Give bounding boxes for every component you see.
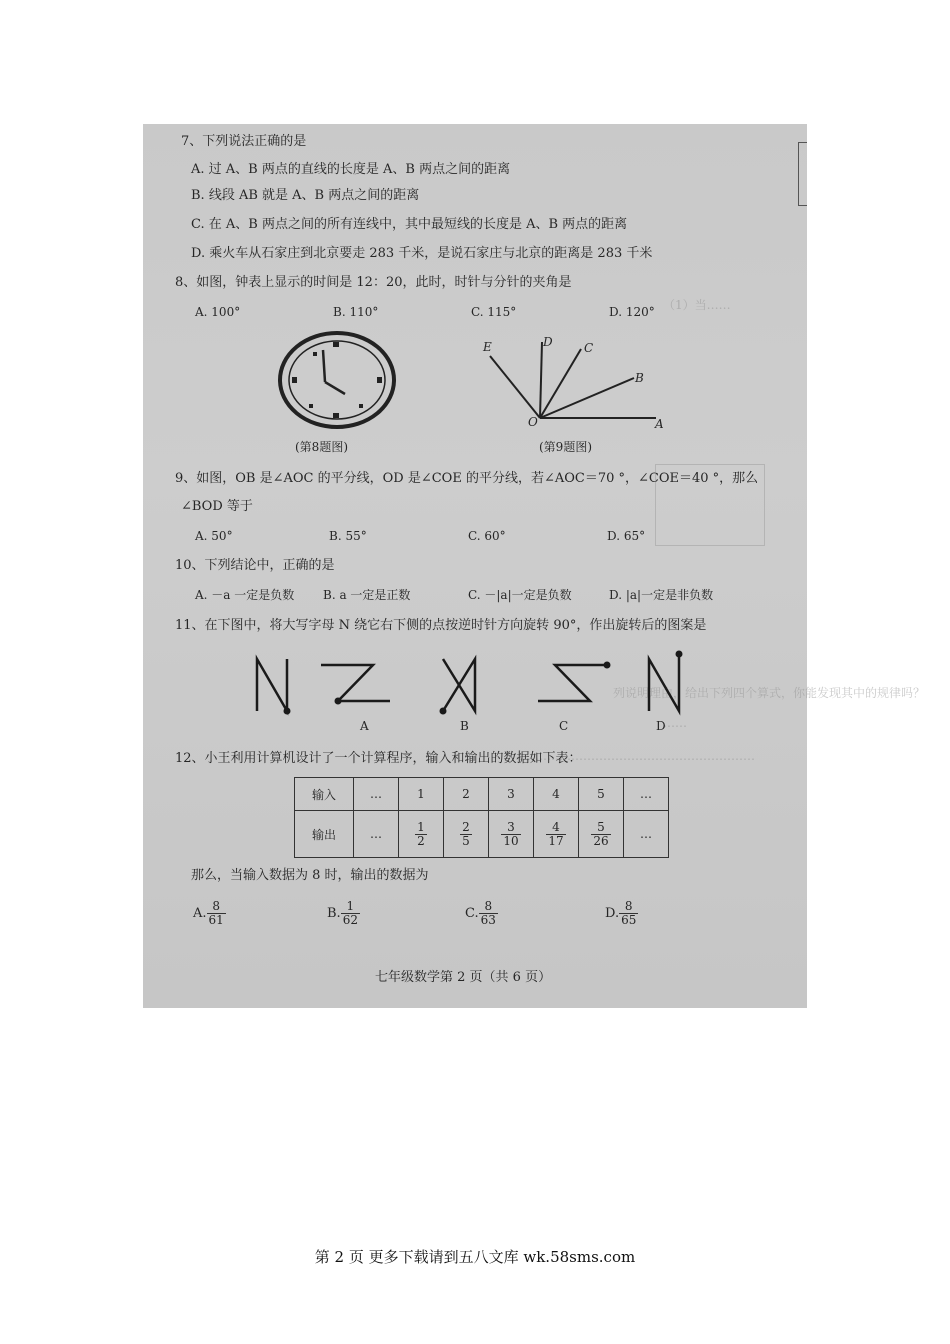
page-footer: 第 2 页 更多下载请到五八文库 wk.58sms.com xyxy=(314,1248,636,1266)
q12-option-c xyxy=(465,900,498,927)
q11-stem: 11、在下图中，将大写字母 N 绕它右下侧的点按逆时针方向旋转 90°，作出旋转后的图案是 xyxy=(175,618,707,633)
q10-option-c: C. －|a|一定是负数 xyxy=(468,588,572,602)
q11-label-a: A xyxy=(360,719,369,733)
fraction-denominator: 62 xyxy=(342,913,358,927)
bleedthrough-box xyxy=(655,464,765,546)
q10-stem: 10、下列结论中，正确的是 xyxy=(175,558,335,573)
q12-question: 那么，当输入数据为 8 时，输出的数据为 xyxy=(191,868,429,883)
output-cell xyxy=(579,811,624,858)
fraction xyxy=(546,821,565,848)
clock-figure xyxy=(275,330,403,434)
q9-option-b: B. 55° xyxy=(329,529,367,543)
q12-io-table xyxy=(294,777,669,858)
fraction xyxy=(619,900,638,927)
fraction xyxy=(479,900,498,927)
input-row-label: 输入 xyxy=(295,778,354,811)
fig9-label-o: O xyxy=(528,415,538,429)
fraction-numerator: 5 xyxy=(591,821,610,835)
q9-stem-line1: 9、如图，OB 是∠AOC 的平分线，OD 是∠COE 的平分线，若∠AOC＝70 °，∠COE＝40 °，那么 xyxy=(175,471,759,486)
fraction-numerator: 2 xyxy=(462,819,470,834)
output-cell xyxy=(399,811,444,858)
fraction-denominator: 2 xyxy=(417,833,425,848)
q12-option-d xyxy=(605,900,638,927)
fraction-numerator: 8 xyxy=(619,900,638,914)
fraction-denominator: 17 xyxy=(548,833,564,848)
option-letter: A. xyxy=(193,906,207,921)
q9-option-a: A. 50° xyxy=(195,529,233,543)
fig9-caption: (第9题图) xyxy=(539,440,592,454)
ellipsis-cell: … xyxy=(624,778,669,811)
output-cell xyxy=(534,811,579,858)
q8-option-b: B. 110° xyxy=(333,305,379,319)
q9-stem-line2: ∠BOD 等于 xyxy=(181,499,253,514)
option-letter: D. xyxy=(605,906,620,921)
scan-page-footer: 七年级数学第 2 页（共 6 页） xyxy=(375,970,552,985)
fraction xyxy=(460,821,472,848)
option-letter: B. xyxy=(327,906,341,921)
q7-option-b: B. 线段 AB 就是 A、B 两点之间的距离 xyxy=(191,188,420,203)
fraction-numerator: 1 xyxy=(417,819,425,834)
q7-option-a: A. 过 A、B 两点的直线的长度是 A、B 两点之间的距离 xyxy=(191,162,511,177)
fraction-numerator: 3 xyxy=(501,821,520,835)
q8-stem: 8、如图，钟表上显示的时间是 12：20，此时，时针与分针的夹角是 xyxy=(175,275,572,290)
fraction-denominator: 61 xyxy=(208,913,224,927)
scanned-exam-page: （1）当…… 列说明理由，给出下列四个算式，你能发现其中的规律吗？ …… ……………………………………………………… 7、下列说法正确的是 A. 过 A、B 两点的直线的长度是 A、B 两点之间的距离 B. 线段 AB 就是 A、B 两点之间的距离 C. 在 A、B 两点之间的所有连线中，其中最短线的长度是 A、B 两点的距离 D. 乘火车从石家庄到北京要走 283 千米，是说石家庄与北京的距离是 283 千米 8、如图，钟表上显示的时间是 12：20，此时，时针与分针的夹角是 A. 100° B. 110° C. 115° D. 120° (第8题图) E D C B O A (第9题图) 9、如图，OB 是∠AOC 的平分线，OD 是∠COE 的平分线，若∠AOC＝70 °，∠COE＝40 °，那么 ∠BOD 等于 A. 50° B. 55° C. 60° D. 65° 10、下列结论中，正确的是 A. －a 一定是负数 B. a 一定是正数 C. －|a|一定是负数 D. |a|一定是非负数 11、在下图中，将大写字母 N 绕它右下侧的点按逆时针方向旋转 90°，作出旋转后的图案是 A B C D 12、小王利用计算机设计了一个计算程序，输入和输出的数据如下表： 输入 … 1 2 3 4 5 … 输出 … $\frac{1}{2}$ $\frac{2}{5}$ $\frac{3}{10}$ $\frac{4}{17}$ $\frac{5}{26}$ … 那么，当输入数据为 8 时，输出的数据为 A. $\frac{8}{61}$ B. $\frac{1}{62}$ C. $\frac{8}{63}$ D. $\frac{8}{65}$ 七年级数学第 2 页（共 6 页） xyxy=(143,124,807,1008)
input-cell: 1 xyxy=(399,778,444,811)
q9-option-d: D. 65° xyxy=(607,529,646,543)
fraction-numerator: 4 xyxy=(546,821,565,835)
output-cell xyxy=(489,811,534,858)
q11-label-d: D xyxy=(656,719,666,733)
q11-label-b: B xyxy=(460,719,469,733)
ellipsis-cell: … xyxy=(354,778,399,811)
q7-option-c: C. 在 A、B 两点之间的所有连线中，其中最短线的长度是 A、B 两点的距离 xyxy=(191,217,628,232)
angle-figure xyxy=(478,334,678,434)
input-cell: 5 xyxy=(579,778,624,811)
fig9-label-c: C xyxy=(584,341,594,355)
q8-option-c: C. 115° xyxy=(471,305,517,319)
fraction xyxy=(341,900,360,927)
q10-option-b: B. a 一定是正数 xyxy=(323,588,411,602)
fraction xyxy=(501,821,520,848)
q12-stem: 12、小王利用计算机设计了一个计算程序，输入和输出的数据如下表： xyxy=(175,751,582,766)
fraction xyxy=(207,900,226,927)
fig9-label-d: D xyxy=(543,335,553,349)
fraction-numerator: 8 xyxy=(207,900,226,914)
option-letter: C. xyxy=(465,906,479,921)
q10-option-a: A. －a 一定是负数 xyxy=(195,588,295,602)
output-cell xyxy=(444,811,489,858)
q8-option-a: A. 100° xyxy=(195,305,241,319)
q7-option-d: D. 乘火车从石家庄到北京要走 283 千米，是说石家庄与北京的距离是 283 千米 xyxy=(191,246,653,261)
q9-option-c: C. 60° xyxy=(468,529,506,543)
fig9-label-b: B xyxy=(635,371,644,385)
fraction-denominator: 63 xyxy=(480,913,496,927)
q11-label-c: C xyxy=(559,719,569,733)
fraction-numerator: 1 xyxy=(341,900,360,914)
ellipsis-cell: … xyxy=(354,811,399,858)
fraction xyxy=(415,821,427,848)
fraction-denominator: 10 xyxy=(503,833,519,848)
fig9-label-a: A xyxy=(655,417,664,431)
q8-option-d: D. 120° xyxy=(609,305,655,319)
q7-stem: 7、下列说法正确的是 xyxy=(181,134,307,149)
fraction-denominator: 26 xyxy=(593,833,609,848)
ellipsis-cell: … xyxy=(624,811,669,858)
q11-shapes-figure xyxy=(243,644,703,719)
q12-option-a xyxy=(193,900,226,927)
output-row-label: 输出 xyxy=(295,811,354,858)
fig8-caption: (第8题图) xyxy=(295,440,348,454)
input-cell: 2 xyxy=(444,778,489,811)
q10-option-d: D. |a|一定是非负数 xyxy=(609,588,714,602)
edge-box-fragment xyxy=(798,142,807,206)
input-cell: 3 xyxy=(489,778,534,811)
fraction xyxy=(591,821,610,848)
fraction-numerator: 8 xyxy=(479,900,498,914)
q12-option-b xyxy=(327,900,360,927)
input-cell: 4 xyxy=(534,778,579,811)
fraction-denominator: 5 xyxy=(462,833,470,848)
fig9-label-e: E xyxy=(483,340,492,354)
fraction-denominator: 65 xyxy=(621,913,637,927)
